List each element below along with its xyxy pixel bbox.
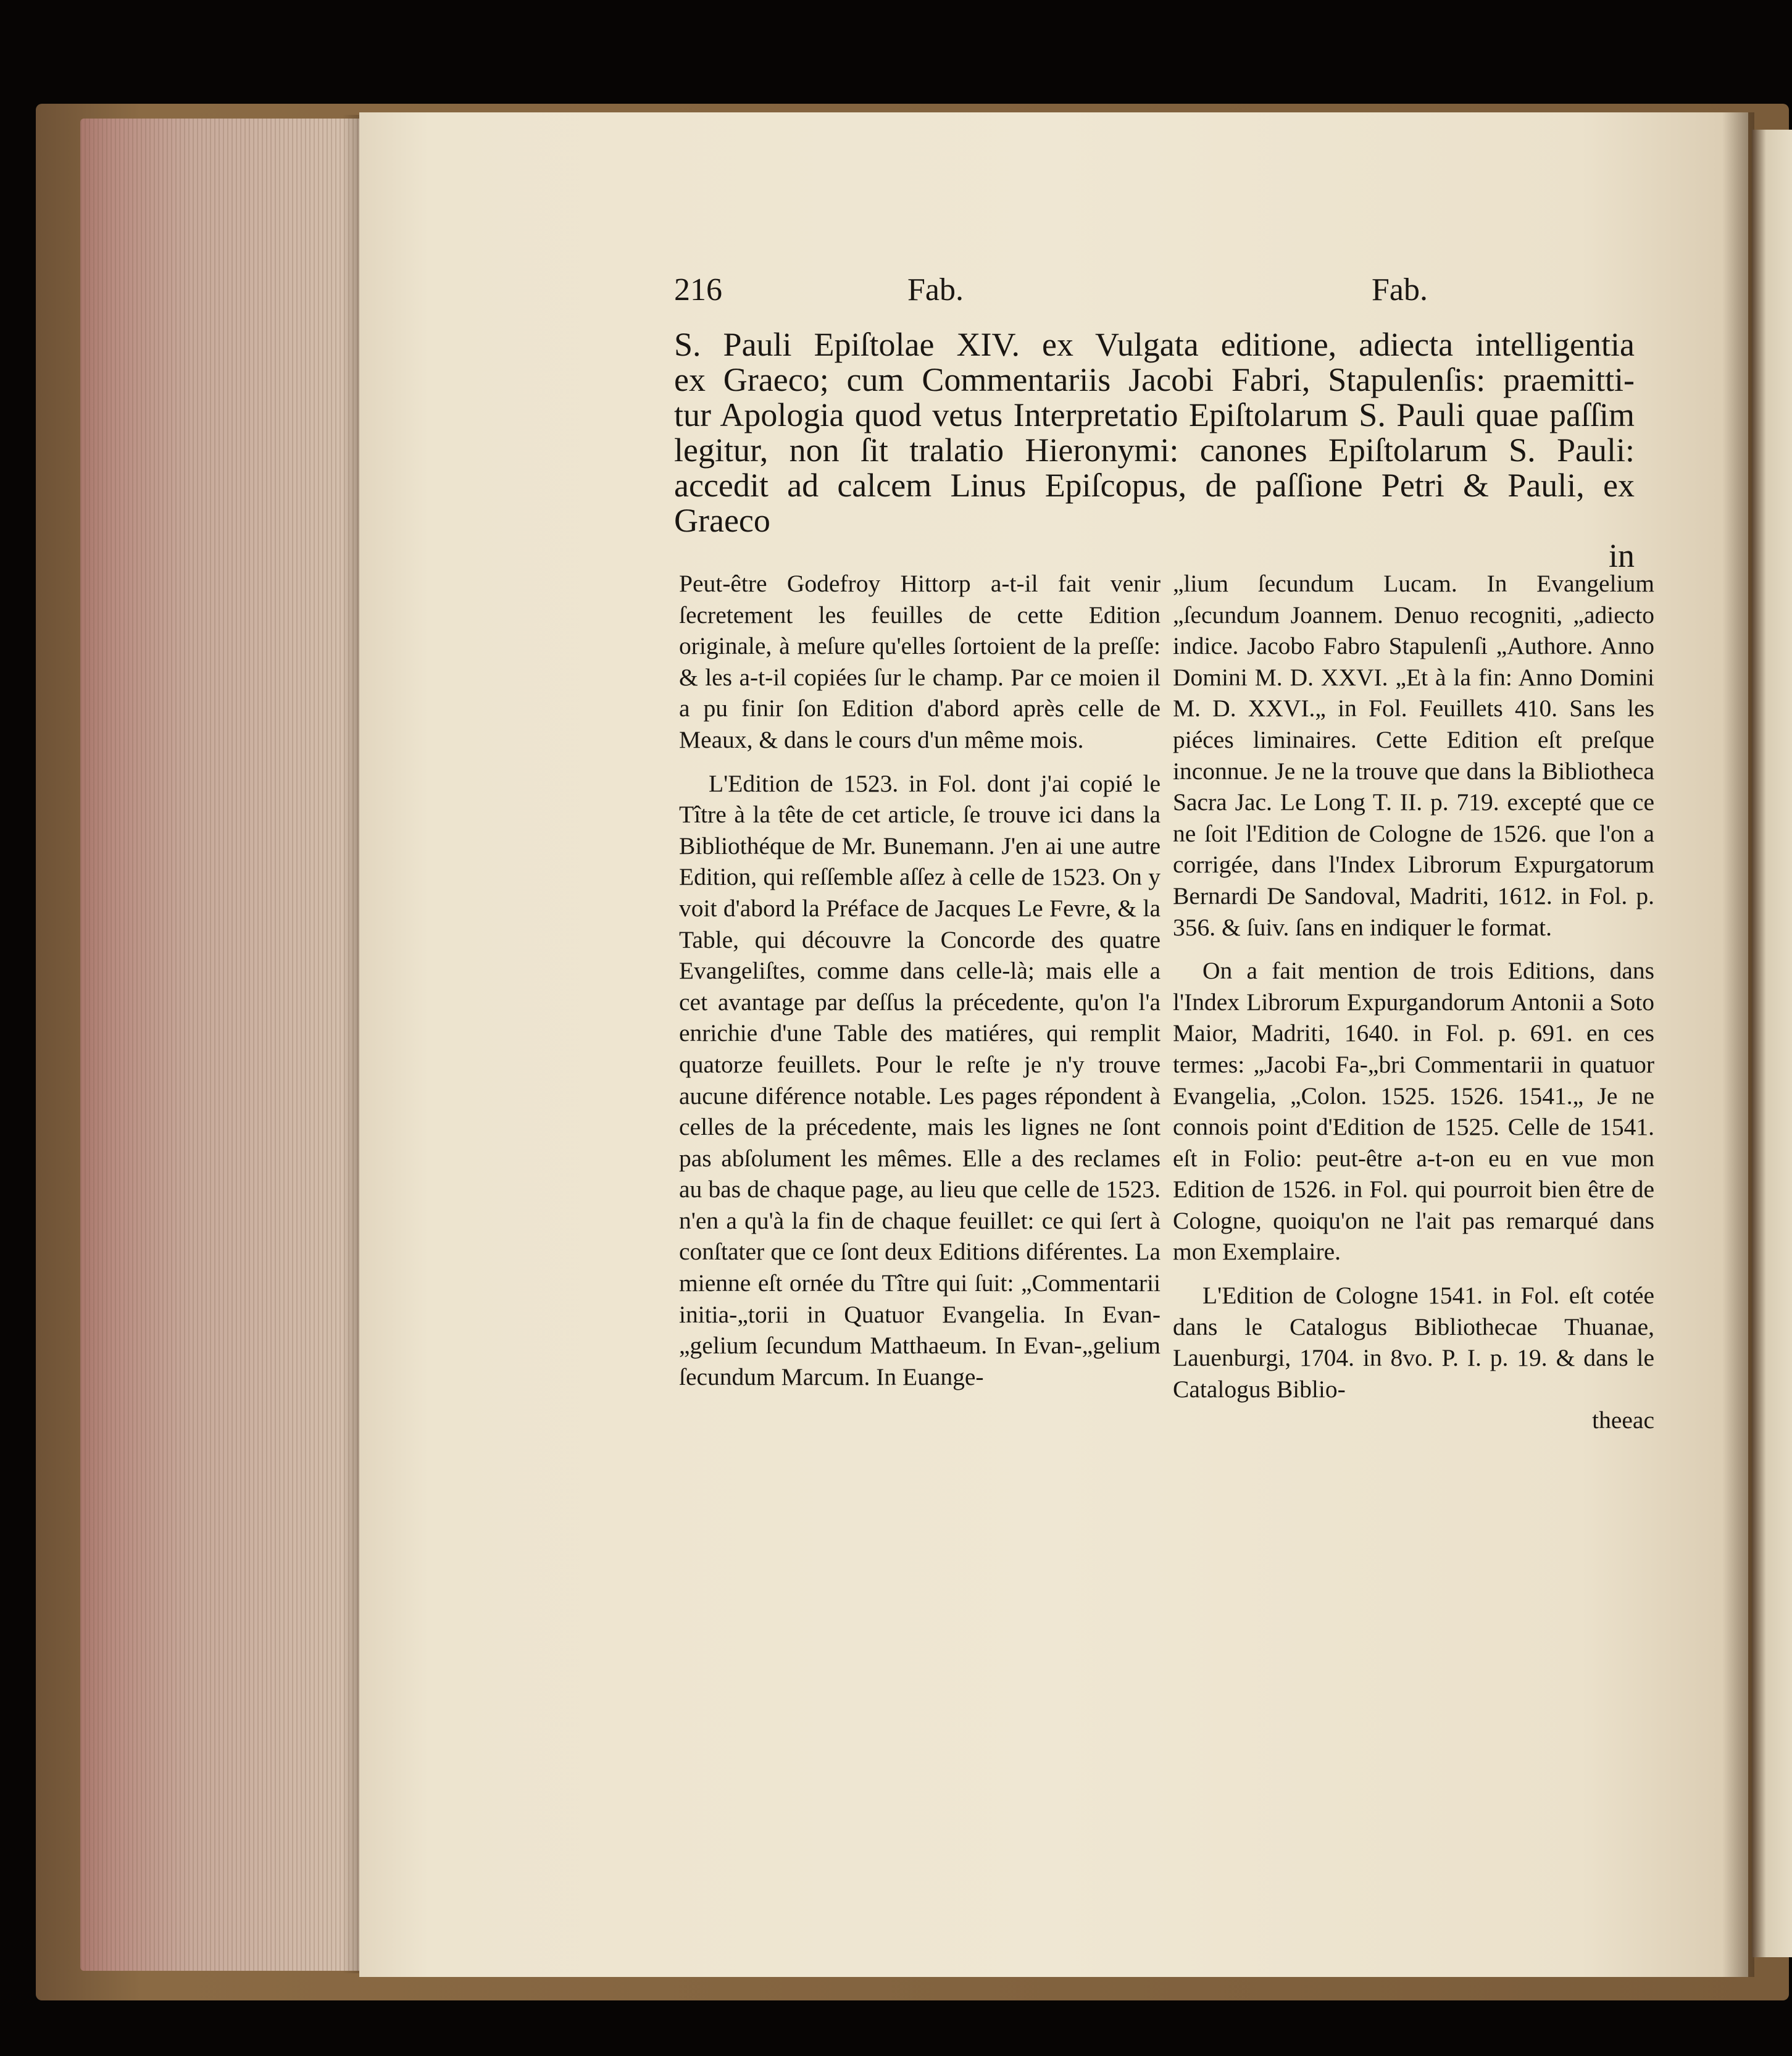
page-number: 216 [674, 272, 722, 307]
running-head-left: Fab. [907, 272, 964, 307]
page-edges [80, 119, 359, 1971]
left-column [679, 568, 1161, 1392]
paragraph: L'Edition de Cologne 1541. in Fol. eſt cotée dans le Catalogus Bibliothecae Thuanae, Lauenburgi, 1704. in 8vo. P. I. p. 19. & dans le Catalogus Biblio- [1173, 1282, 1654, 1403]
right-column [1173, 568, 1654, 1436]
title-line: tur Apologia quod vetus Interpretatio Epiſtolarum S. Pauli quae paſſim [674, 396, 1635, 433]
page-gutter-shadow [1722, 112, 1754, 1977]
entry-title [674, 327, 1635, 574]
paragraph: On a fait mention de trois Editions, dans l'Index Librorum Expurgandorum Antonii a Soto Maior, Madriti, 1640. in Fol. p. 691. en ces termes: „Jacobi Fa-„bri Commentarii in quatuor Evangelia, „Colon. 1525. 1526. 1541.„ Je ne connois point d'Edition de 1525. Celle de 1541. eſt in Folio: peut-être a-t-on eu en vue mon Edition de 1526. in Fol. qui pourroit bien être de Cologne, quoiqu'on ne l'ait pas remarqué dans mon Exemplaire. [1173, 957, 1654, 1266]
page-catchword: theeac [1592, 1406, 1654, 1434]
facing-page-edge [1752, 130, 1792, 1957]
paragraph: „lium ſecundum Lucam. In Evangelium „ſecundum Joannem. Denuo recogniti, „adiecto indice. Jacobo Fabro Stapulenſi „Authore. Anno Domini M. D. XXVI. „Et à la fin: Anno Domini M. D. XXVI.„ in Fol. Feuillets 410. Sans les piéces liminaires. Cette Edition eſt preſque inconnue. Je ne la trouve que dans la Bibliotheca Sacra Jac. Le Long T. II. p. 719. excepté que ce ne ſoit l'Edition de Cologne de 1526. que l'on a corrigée, dans l'Index Librorum Expurgatorum Bernardi De Sandoval, Madriti, 1612. in Fol. p. 356. & ſuiv. ſans en indiquer le format. [1173, 570, 1654, 941]
title-line: S. Pauli Epiſtolae XIV. ex Vulgata editione, adiecta intelligentia [674, 326, 1635, 363]
title-line: ex Graeco; cum Commentariis Jacobi Fabri, Stapulenſis: praemitti- [674, 361, 1635, 398]
title-line: accedit ad calcem Linus Epiſcopus, de paſſione Petri & Pauli, ex Graeco [674, 467, 1635, 539]
paragraph: Peut-être Godefroy Hittorp a-t-il fait venir ſecretement les feuilles de cette Edition originale, à meſure qu'elles ſortoient de la preſſe: & les a-t-il copiées ſur le champ. Par ce moien il a pu finir ſon Edition d'abord après celle de Meaux, & dans le cours d'un même mois. [679, 570, 1161, 753]
paragraph: L'Edition de 1523. in Fol. dont j'ai copié le Tître à la tête de cet article, ſe trouve ici dans la Bibliothéque de Mr. Bunemann. J'en ai une autre Edition, qui reſſemble aſſez à celle de 1523. On y voit d'abord la Préface de Jacques Le Fevre, & la Table, qui découvre la Concorde des quatre Evangeliſtes, comme dans celle-là; mais elle a cet avantage par deſſus la précedente, qu'on l'a enrichie d'une Table des matiéres, qui remplit quatorze feuillets. Pour le reſte je n'y trouve aucune diférence notable. Les pages répondent à celles de la précedente, mais les lignes ne ſont pas abſolument les mêmes. Elle a des reclames au bas de chaque page, au lieu que celle de 1523. n'en a qu'à la fin de chaque feuillet: ce qui ſert à conſtater que ce ſont deux Editions diférentes. La mienne eſt ornée du Tître qui ſuit: „Commentarii initia-„torii in Quatuor Evangelia. In Evan-„gelium ſecundum Matthaeum. In Evan-„gelium ſecundum Marcum. In Euange- [679, 769, 1161, 1390]
running-head-right: Fab. [1372, 272, 1428, 307]
title-line: legitur, non ſit tralatio Hieronymi: canones Epiſtolarum S. Pauli: [674, 432, 1635, 469]
title-catchword: in [1608, 537, 1635, 574]
